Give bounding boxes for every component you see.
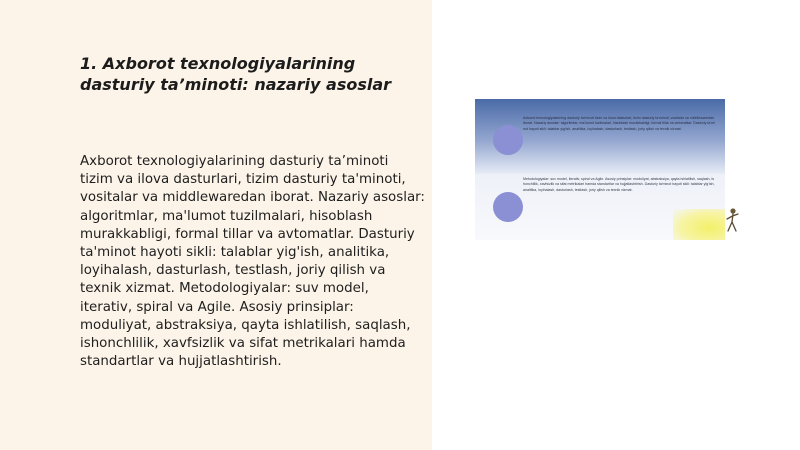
thumbnail-bullet-circle-top (493, 125, 523, 155)
thumbnail-text-block-top: Axborot texnologiyalarining dasturiy ta'minoti tizim va ilova dasturlari, tizim dasturiy ta'minoti, vositalar va middlewaredan iborat. Nazariy asoslar: algoritmlar, ma'lumot tuzilmalari, hisoblash murakkabligi, formal tillar va avtomatlar. Dasturiy ta'minot hayoti sikli: talablar yig'ish, analitika, loyihalash, dasturlash, testlash, joriy qilish va texnik xizmat. (523, 116, 715, 131)
slide-body-text: Axborot texnologiyalarining dasturiy ta’minoti tizim va ilova dasturlari, tizim dasturiy ta'minoti, vositalar va middlewaredan iborat. Nazariy asoslar: algoritmlar, ma'lumot tuzilmalari, hisoblash murakkabligi, formal tillar va avtomatlar. Dasturiy ta'minot hayoti sikli: talablar yig'ish, analitika, loyihalash, dasturlash, testlash, joriy qilish va texnik xizmat. Metodologiyalar: suv model, iterativ, spiral va Agile. Asosiy prinsiplar: moduliyat, abstraksiya, qayta ishlatilish, saqlash, ishonchlilik, xavfsizlik va sifat metrikalari hamda standartlar va hujjatlashtirish. (80, 154, 425, 370)
document-thumbnail-image (475, 99, 725, 240)
thumbnail-yellow-highlight (673, 209, 725, 240)
slide-title: 1. Axborot texnologiyalarining dasturiy ta’minoti: nazariy asoslar (80, 54, 392, 94)
thumbnail-bullet-circle-bottom (493, 192, 523, 222)
thumbnail-text-block-bottom: Metodologiyalar: suv model, iterativ, spiral va Agile. Asosiy prinsiplar: moduliyat, abstraksiya, qayta ishlatilish, saqlash, ishonchlilik, xavfsizlik va sifat metrikalari hamda standartlar va hujjatlashtirish. Dasturiy ta'minot hayoti sikli: talablar yig'ish, analitika, loyihalash, dasturlash, testlash, joriy qilish va texnik xizmat. (523, 177, 715, 192)
person-figure-icon (722, 207, 742, 233)
